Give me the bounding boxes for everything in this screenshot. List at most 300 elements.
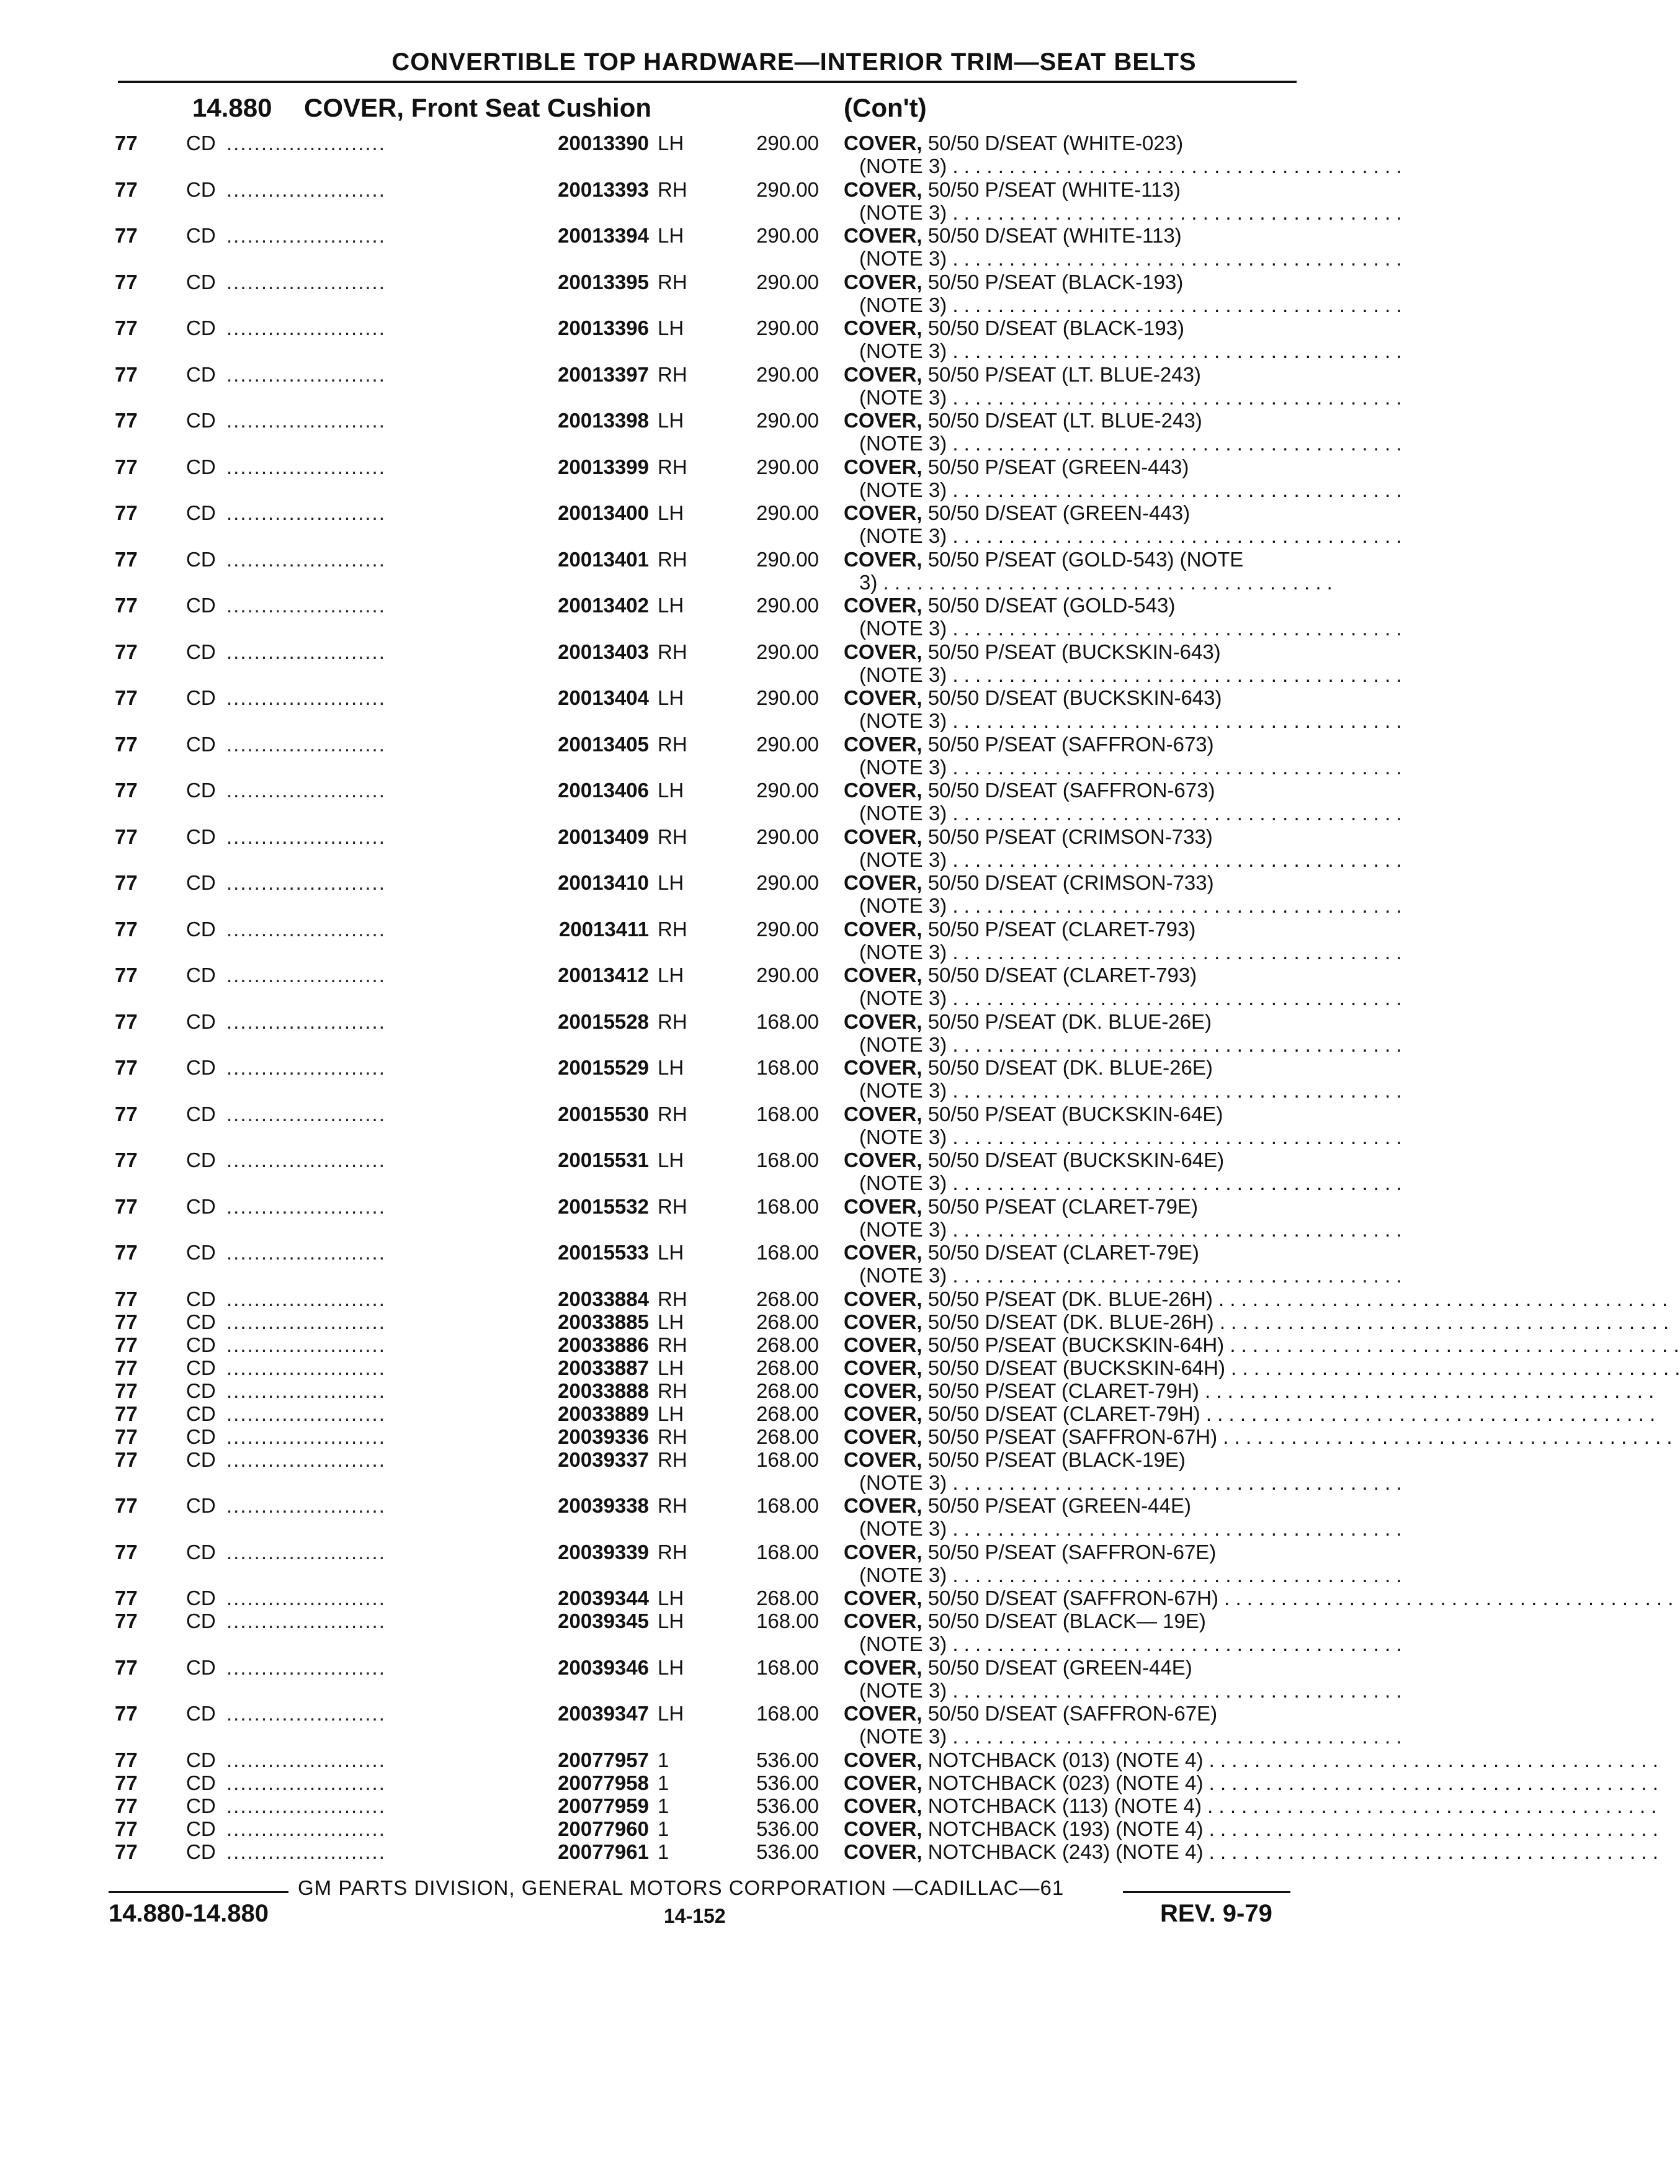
code-cell: CD — [186, 594, 216, 617]
price-cell: 290.00 — [756, 964, 819, 987]
dot-leader: ....................... — [226, 316, 386, 339]
price-cell: 290.00 — [756, 177, 819, 201]
note-text: (NOTE 3) — [859, 200, 947, 224]
description-keyword: COVER, — [844, 1148, 923, 1171]
qty-cell: RH — [658, 1009, 687, 1033]
description-cell — [844, 1840, 1658, 1863]
dot-leader: ....................... — [226, 1655, 386, 1679]
price-cell: 290.00 — [756, 501, 819, 524]
description-note — [859, 755, 1402, 779]
page-header-title: CONVERTIBLE TOP HARDWARE—INTERIOR TRIM—SEAT BELTS — [391, 48, 1197, 76]
description-keyword: COVER, — [844, 1771, 923, 1794]
description-note — [859, 1725, 1402, 1748]
qty-cell: RH — [658, 640, 687, 663]
part-number-cell: 20013398 — [558, 409, 649, 432]
part-number-cell: 20033887 — [558, 1356, 649, 1379]
code-cell: CD — [186, 224, 216, 247]
dot-leader: . . . . . . . . . . . . . . . . . . . . . . . . . . . . . . . . . . . . . . . . — [947, 617, 1402, 640]
description-cell — [844, 1794, 1657, 1817]
description-keyword: COVER, — [844, 1102, 923, 1126]
year-cell: 77 — [115, 1102, 138, 1126]
qty-cell: RH — [658, 362, 687, 386]
description-cell — [844, 1771, 1658, 1794]
part-number-cell: 20033888 — [558, 1379, 649, 1402]
part-number-cell: 20013396 — [558, 316, 649, 339]
part-number-cell: 20033885 — [558, 1310, 649, 1333]
note-text: (NOTE 3) — [859, 1079, 947, 1102]
price-cell: 290.00 — [756, 224, 819, 247]
price-cell: 268.00 — [756, 1287, 819, 1310]
qty-cell: RH — [658, 1287, 687, 1310]
dot-leader: . . . . . . . . . . . . . . . . . . . . . . . . . . . . . . . . . . . . . . . . — [947, 1171, 1402, 1194]
qty-cell: RH — [658, 732, 687, 756]
description-text: 50/50 P/SEAT (CLARET-79E) — [922, 1194, 1198, 1218]
price-cell: 268.00 — [756, 1333, 819, 1356]
qty-cell: LH — [658, 132, 684, 154]
dot-leader: . . . . . . . . . . . . . . . . . . . . . . . . . . . . . . . . . . . . . . . . — [947, 1264, 1402, 1287]
description-cell — [844, 640, 1297, 663]
description-cell — [844, 1103, 1297, 1126]
part-number-cell: 20013401 — [558, 547, 649, 571]
price-cell: 168.00 — [756, 1009, 819, 1033]
dot-leader: ....................... — [226, 779, 386, 802]
year-cell: 77 — [115, 1702, 138, 1725]
code-cell: CD — [186, 1287, 216, 1310]
description-text: 50/50 P/SEAT (LT. BLUE-243) — [922, 362, 1201, 386]
description-note — [859, 802, 1402, 825]
description-keyword: COVER, — [844, 825, 923, 848]
qty-cell: LH — [658, 1609, 684, 1632]
description-text: 50/50 D/SEAT (CRIMSON-733) — [922, 871, 1214, 894]
part-number-cell: 20013400 — [558, 501, 649, 524]
price-cell: 168.00 — [756, 1540, 819, 1564]
dot-leader: ....................... — [226, 917, 386, 941]
note-text: (NOTE 3) — [859, 247, 947, 270]
dot-leader: . . . . . . . . . . . . . . . . . . . . . . . . . . . . . . . . . . . . . . . . — [1218, 1587, 1674, 1609]
description-keyword: COVER, — [844, 177, 923, 201]
note-text: (NOTE 3) — [859, 1678, 947, 1702]
description-text: 50/50 P/SEAT (CLARET-793) — [922, 917, 1196, 941]
description-cell — [844, 132, 1297, 154]
code-cell: CD — [186, 917, 216, 941]
year-cell: 77 — [115, 1194, 138, 1218]
qty-cell: LH — [658, 779, 684, 802]
dot-leader: . . . . . . . . . . . . . . . . . . . . . . . . . . . . . . . . . . . . . . . . — [947, 848, 1402, 871]
section-continued: (Con't) — [844, 93, 927, 122]
year-cell: 77 — [115, 455, 138, 478]
description-text: 50/50 P/SEAT (CRIMSON-733) — [922, 825, 1213, 848]
description-text: NOTCHBACK (023) (NOTE 4) — [922, 1771, 1204, 1794]
price-cell: 268.00 — [756, 1310, 819, 1333]
description-cell — [844, 1748, 1658, 1771]
qty-cell: RH — [658, 1540, 687, 1564]
year-cell: 77 — [115, 224, 138, 247]
description-note — [859, 1079, 1402, 1102]
code-cell: CD — [186, 1148, 216, 1171]
dot-leader: ....................... — [226, 1356, 386, 1379]
description-keyword: COVER, — [844, 547, 923, 571]
year-cell: 77 — [115, 1748, 138, 1771]
part-number-cell: 20015530 — [558, 1102, 649, 1126]
part-number-cell: 20033886 — [558, 1333, 649, 1356]
code-cell: CD — [186, 1194, 216, 1218]
dot-leader: . . . . . . . . . . . . . . . . . . . . . . . . . . . . . . . . . . . . . . . . — [1203, 1840, 1658, 1863]
description-note — [859, 1125, 1402, 1148]
dot-leader: ....................... — [226, 501, 386, 524]
footer-range: 14.880-14.880 — [109, 1900, 269, 1927]
description-keyword: COVER, — [844, 1794, 923, 1817]
description-note — [859, 1032, 1402, 1056]
description-text: 50/50 P/SEAT (WHITE-113) — [922, 177, 1181, 201]
year-cell: 77 — [115, 1540, 138, 1564]
price-cell: 290.00 — [756, 270, 819, 293]
qty-cell: LH — [658, 1702, 684, 1725]
qty-cell: RH — [658, 1102, 687, 1126]
dot-leader: ....................... — [226, 409, 386, 432]
dot-leader: . . . . . . . . . . . . . . . . . . . . . . . . . . . . . . . . . . . . . . . . — [1212, 1287, 1668, 1310]
dot-leader: . . . . . . . . . . . . . . . . . . . . . . . . . . . . . . . . . . . . . . . . — [947, 1678, 1402, 1702]
note-text: (NOTE 3) — [859, 894, 947, 917]
part-number-cell: 20013405 — [558, 732, 649, 756]
description-keyword: COVER, — [844, 362, 923, 386]
note-text: (NOTE 3) — [859, 617, 947, 640]
description-note — [859, 1470, 1402, 1494]
price-cell: 290.00 — [756, 455, 819, 478]
price-cell: 290.00 — [756, 132, 819, 154]
dot-leader: . . . . . . . . . . . . . . . . . . . . . . . . . . . . . . . . . . . . . . . . — [947, 1217, 1402, 1241]
price-cell: 290.00 — [756, 871, 819, 894]
dot-leader: ....................... — [226, 1379, 386, 1402]
qty-cell: LH — [658, 1655, 684, 1679]
part-number-cell: 20077957 — [558, 1748, 649, 1771]
part-number-cell: 20013403 — [558, 640, 649, 663]
qty-cell: LH — [658, 501, 684, 524]
description-cell — [844, 224, 1297, 247]
description-cell — [844, 594, 1297, 617]
qty-cell: RH — [658, 1425, 687, 1448]
description-text: 50/50 P/SEAT (BLACK-19E) — [922, 1448, 1186, 1471]
description-text: NOTCHBACK (243) (NOTE 4) — [922, 1840, 1204, 1863]
description-text: 50/50 D/SEAT (GOLD-543) — [922, 594, 1176, 617]
description-note — [859, 570, 1333, 594]
dot-leader: ....................... — [226, 825, 386, 848]
description-cell — [844, 1609, 1297, 1632]
description-keyword: COVER, — [844, 1540, 923, 1564]
code-cell: CD — [186, 686, 216, 709]
dot-leader: . . . . . . . . . . . . . . . . . . . . . . . . . . . . . . . . . . . . . . . . — [947, 1079, 1402, 1102]
qty-cell: 1 — [658, 1817, 669, 1840]
qty-cell: RH — [658, 270, 687, 293]
price-cell: 290.00 — [756, 917, 819, 941]
code-cell: CD — [186, 1009, 216, 1033]
price-cell: 290.00 — [756, 779, 819, 802]
qty-cell: RH — [658, 825, 687, 848]
dot-leader: ....................... — [226, 1425, 386, 1448]
note-text: (NOTE 3) — [859, 1470, 947, 1494]
note-text: (NOTE 3) — [859, 1171, 947, 1194]
description-keyword: COVER, — [844, 1587, 923, 1609]
description-cell — [844, 825, 1297, 848]
qty-cell: RH — [658, 917, 687, 941]
description-keyword: COVER, — [844, 1009, 923, 1033]
description-text: 50/50 D/SEAT (LT. BLUE-243) — [922, 409, 1202, 432]
code-cell: CD — [186, 316, 216, 339]
description-note — [859, 432, 1402, 455]
year-cell: 77 — [115, 316, 138, 339]
description-cell — [844, 1356, 1680, 1379]
code-cell: CD — [186, 1056, 216, 1079]
description-cell — [844, 548, 1297, 571]
price-cell: 290.00 — [756, 409, 819, 432]
dot-leader: . . . . . . . . . . . . . . . . . . . . . . . . . . . . . . . . . . . . . . . . — [947, 755, 1402, 779]
description-text: 50/50 D/SEAT (DK. BLUE-26E) — [922, 1056, 1213, 1079]
dot-leader: ....................... — [226, 1009, 386, 1033]
year-cell: 77 — [115, 547, 138, 571]
description-cell — [844, 733, 1297, 756]
part-number-cell: 20013406 — [558, 779, 649, 802]
section-number: 14.880 — [192, 93, 272, 122]
part-number-cell: 20039344 — [558, 1587, 649, 1609]
description-keyword: COVER, — [844, 270, 923, 293]
dot-leader: . . . . . . . . . . . . . . . . . . . . . . . . . . . . . . . . . . . . . . . . — [947, 478, 1402, 501]
dot-leader: . . . . . . . . . . . . . . . . . . . . . . . . . . . . . . . . . . . . . . . . — [1217, 1425, 1673, 1448]
price-cell: 168.00 — [756, 1448, 819, 1471]
price-cell: 536.00 — [756, 1840, 819, 1863]
description-note — [859, 894, 1402, 917]
part-number-cell: 20013412 — [558, 964, 649, 987]
description-keyword: COVER, — [844, 1448, 923, 1471]
year-cell: 77 — [115, 1494, 138, 1517]
code-cell: CD — [186, 1494, 216, 1517]
qty-cell: LH — [658, 1587, 684, 1609]
description-text: 50/50 P/SEAT (SAFFRON-67H) — [922, 1425, 1218, 1448]
dot-leader: . . . . . . . . . . . . . . . . . . . . . . . . . . . . . . . . . . . . . . . . — [947, 385, 1402, 409]
note-text: (NOTE 3) — [859, 1217, 947, 1241]
note-text: (NOTE 3) — [859, 154, 947, 177]
year-cell: 77 — [115, 1609, 138, 1632]
description-note — [859, 339, 1402, 362]
dot-leader: . . . . . . . . . . . . . . . . . . . . . . . . . . . . . . . . . . . . . . . . — [947, 293, 1402, 316]
qty-cell: RH — [658, 177, 687, 201]
qty-cell: RH — [658, 1379, 687, 1402]
year-cell: 77 — [115, 779, 138, 802]
year-cell: 77 — [115, 501, 138, 524]
dot-leader: ....................... — [226, 1056, 386, 1079]
description-keyword: COVER, — [844, 455, 923, 478]
price-cell: 536.00 — [756, 1748, 819, 1771]
dot-leader: . . . . . . . . . . . . . . . . . . . . . . . . . . . . . . . . . . . . . . . . — [947, 200, 1402, 224]
description-text: 50/50 P/SEAT (GOLD-543) (NOTE — [922, 547, 1244, 571]
description-keyword: COVER, — [844, 316, 923, 339]
code-cell: CD — [186, 1655, 216, 1679]
dot-leader: ....................... — [226, 1817, 386, 1840]
description-keyword: COVER, — [844, 501, 923, 524]
description-cell — [844, 1817, 1658, 1840]
price-cell: 168.00 — [756, 1702, 819, 1725]
description-cell — [844, 1448, 1297, 1471]
qty-cell: RH — [658, 455, 687, 478]
dot-leader: ....................... — [226, 547, 386, 571]
description-keyword: COVER, — [844, 964, 923, 987]
year-cell: 77 — [115, 871, 138, 894]
description-keyword: COVER, — [844, 871, 923, 894]
dot-leader: . . . . . . . . . . . . . . . . . . . . . . . . . . . . . . . . . . . . . . . . — [947, 1032, 1402, 1056]
description-cell — [844, 918, 1297, 941]
part-number-cell: 20015532 — [558, 1194, 649, 1218]
code-cell: CD — [186, 1402, 216, 1425]
price-cell: 290.00 — [756, 362, 819, 386]
description-text: NOTCHBACK (113) (NOTE 4) — [922, 1794, 1202, 1817]
description-note — [859, 154, 1402, 177]
dot-leader: ....................... — [226, 1194, 386, 1218]
description-cell — [844, 1656, 1297, 1679]
description-text: 50/50 D/SEAT (BLACK— 19E) — [922, 1609, 1206, 1632]
note-text: (NOTE 3) — [859, 1725, 947, 1748]
price-cell: 290.00 — [756, 686, 819, 709]
section-title: COVER, Front Seat Cushion — [304, 93, 652, 122]
dot-leader: . . . . . . . . . . . . . . . . . . . . . . . . . . . . . . . . . . . . . . . . — [1201, 1794, 1657, 1817]
note-text: (NOTE 3) — [859, 1264, 947, 1287]
note-text: (NOTE 3) — [859, 385, 947, 409]
code-cell: CD — [186, 1817, 216, 1840]
dot-leader: . . . . . . . . . . . . . . . . . . . . . . . . . . . . . . . . . . . . . . . . — [947, 1470, 1402, 1494]
description-text: 50/50 P/SEAT (DK. BLUE-26H) — [922, 1287, 1213, 1310]
description-cell — [844, 1148, 1297, 1171]
description-text: 50/50 P/SEAT (CLARET-79H) — [922, 1379, 1199, 1402]
description-note — [859, 987, 1402, 1009]
year-cell: 77 — [115, 1241, 138, 1264]
dot-leader: ....................... — [226, 732, 386, 756]
note-text: (NOTE 3) — [859, 339, 947, 362]
year-cell: 77 — [115, 1794, 138, 1817]
dot-leader: ....................... — [226, 1148, 386, 1171]
code-cell: CD — [186, 1540, 216, 1564]
description-text: 50/50 P/SEAT (SAFFRON-673) — [922, 732, 1214, 756]
year-cell: 77 — [115, 594, 138, 617]
qty-cell: LH — [658, 1241, 684, 1264]
dot-leader: . . . . . . . . . . . . . . . . . . . . . . . . . . . . . . . . . . . . . . . . — [947, 802, 1402, 825]
dot-leader: ....................... — [226, 362, 386, 386]
year-cell: 77 — [115, 1333, 138, 1356]
dot-leader: ....................... — [226, 1494, 386, 1517]
description-note — [859, 385, 1402, 409]
code-cell: CD — [186, 825, 216, 848]
qty-cell: LH — [658, 686, 684, 709]
description-keyword: COVER, — [844, 1194, 923, 1218]
description-text: 50/50 P/SEAT (BUCKSKIN-643) — [922, 640, 1221, 663]
note-text: (NOTE 3) — [859, 663, 947, 686]
note-text: (NOTE 3) — [859, 987, 947, 1009]
dot-leader: . . . . . . . . . . . . . . . . . . . . . . . . . . . . . . . . . . . . . . . . — [947, 1725, 1402, 1748]
description-keyword: COVER, — [844, 732, 923, 756]
dot-leader: ....................... — [226, 871, 386, 894]
description-text: 50/50 D/SEAT (GREEN-443) — [922, 501, 1191, 524]
qty-cell: LH — [658, 224, 684, 247]
description-note — [859, 293, 1402, 316]
code-cell: CD — [186, 640, 216, 663]
description-note — [859, 1217, 1402, 1241]
dot-leader: ....................... — [226, 1102, 386, 1126]
footer-revision: REV. 9-79 — [1160, 1900, 1272, 1927]
description-keyword: COVER, — [844, 1609, 923, 1632]
description-cell — [844, 455, 1297, 478]
qty-cell: LH — [658, 1310, 684, 1333]
footer-rule-left — [109, 1891, 288, 1893]
price-cell: 290.00 — [756, 640, 819, 663]
year-cell: 77 — [115, 1310, 138, 1333]
code-cell: CD — [186, 1333, 216, 1356]
part-number-cell: 20077958 — [558, 1771, 649, 1794]
description-keyword: COVER, — [844, 1402, 923, 1425]
part-number-cell: 20039345 — [558, 1609, 649, 1632]
code-cell: CD — [186, 1702, 216, 1725]
description-cell — [844, 1402, 1656, 1425]
dot-leader: ....................... — [226, 1241, 386, 1264]
price-cell: 168.00 — [756, 1194, 819, 1218]
dot-leader: . . . . . . . . . . . . . . . . . . . . . . . . . . . . . . . . . . . . . . . . — [1225, 1356, 1680, 1379]
dot-leader: ....................... — [226, 1333, 386, 1356]
part-number-cell: 20013394 — [558, 224, 649, 247]
year-cell: 77 — [115, 1587, 138, 1609]
dot-leader: ....................... — [226, 1587, 386, 1609]
qty-cell: 1 — [658, 1771, 669, 1794]
description-cell — [844, 1333, 1679, 1356]
year-cell: 77 — [115, 1655, 138, 1679]
dot-leader: . . . . . . . . . . . . . . . . . . . . . . . . . . . . . . . . . . . . . . . . — [947, 1125, 1402, 1148]
note-text: (NOTE 3) — [859, 1032, 947, 1056]
dot-leader: . . . . . . . . . . . . . . . . . . . . . . . . . . . . . . . . . . . . . . . . — [947, 1563, 1402, 1587]
description-keyword: COVER, — [844, 1655, 923, 1679]
description-keyword: COVER, — [844, 640, 923, 663]
description-keyword: COVER, — [844, 1748, 923, 1771]
part-number-cell: 20077961 — [558, 1840, 649, 1863]
description-cell — [844, 1195, 1297, 1218]
dot-leader: ....................... — [226, 1402, 386, 1425]
description-text: 50/50 D/SEAT (CLARET-79E) — [922, 1241, 1199, 1264]
price-cell: 268.00 — [756, 1402, 819, 1425]
dot-leader: ....................... — [226, 1840, 386, 1863]
part-number-cell: 20039346 — [558, 1655, 649, 1679]
year-cell: 77 — [115, 1056, 138, 1079]
note-text: (NOTE 3) — [859, 848, 947, 871]
description-keyword: COVER, — [844, 1333, 923, 1356]
part-number-cell: 20013397 — [558, 362, 649, 386]
code-cell: CD — [186, 501, 216, 524]
code-cell: CD — [186, 1587, 216, 1609]
qty-cell: LH — [658, 316, 684, 339]
part-number-cell: 20039337 — [558, 1448, 649, 1471]
description-note — [859, 200, 1402, 224]
dot-leader: . . . . . . . . . . . . . . . . . . . . . . . . . . . . . . . . . . . . . . . . — [947, 709, 1402, 732]
dot-leader: ....................... — [226, 1609, 386, 1632]
part-number-cell: 20013402 — [558, 594, 649, 617]
description-cell — [844, 1241, 1297, 1264]
dot-leader: ....................... — [226, 455, 386, 478]
description-keyword: COVER, — [844, 779, 923, 802]
description-note — [859, 1517, 1402, 1540]
description-note — [859, 1264, 1402, 1287]
description-keyword: COVER, — [844, 409, 923, 432]
qty-cell: 1 — [658, 1748, 669, 1771]
dot-leader: . . . . . . . . . . . . . . . . . . . . . . . . . . . . . . . . . . . . . . . . — [947, 524, 1402, 547]
code-cell: CD — [186, 1102, 216, 1126]
description-text: NOTCHBACK (193) (NOTE 4) — [922, 1817, 1204, 1840]
part-number-cell: 20013395 — [558, 270, 649, 293]
dot-leader: ....................... — [226, 1448, 386, 1471]
description-keyword: COVER, — [844, 1056, 923, 1079]
footer-division: GM PARTS DIVISION, GENERAL MOTORS CORPORATION —CADILLAC—61 — [298, 1876, 1065, 1899]
note-text: (NOTE 3) — [859, 1632, 947, 1655]
